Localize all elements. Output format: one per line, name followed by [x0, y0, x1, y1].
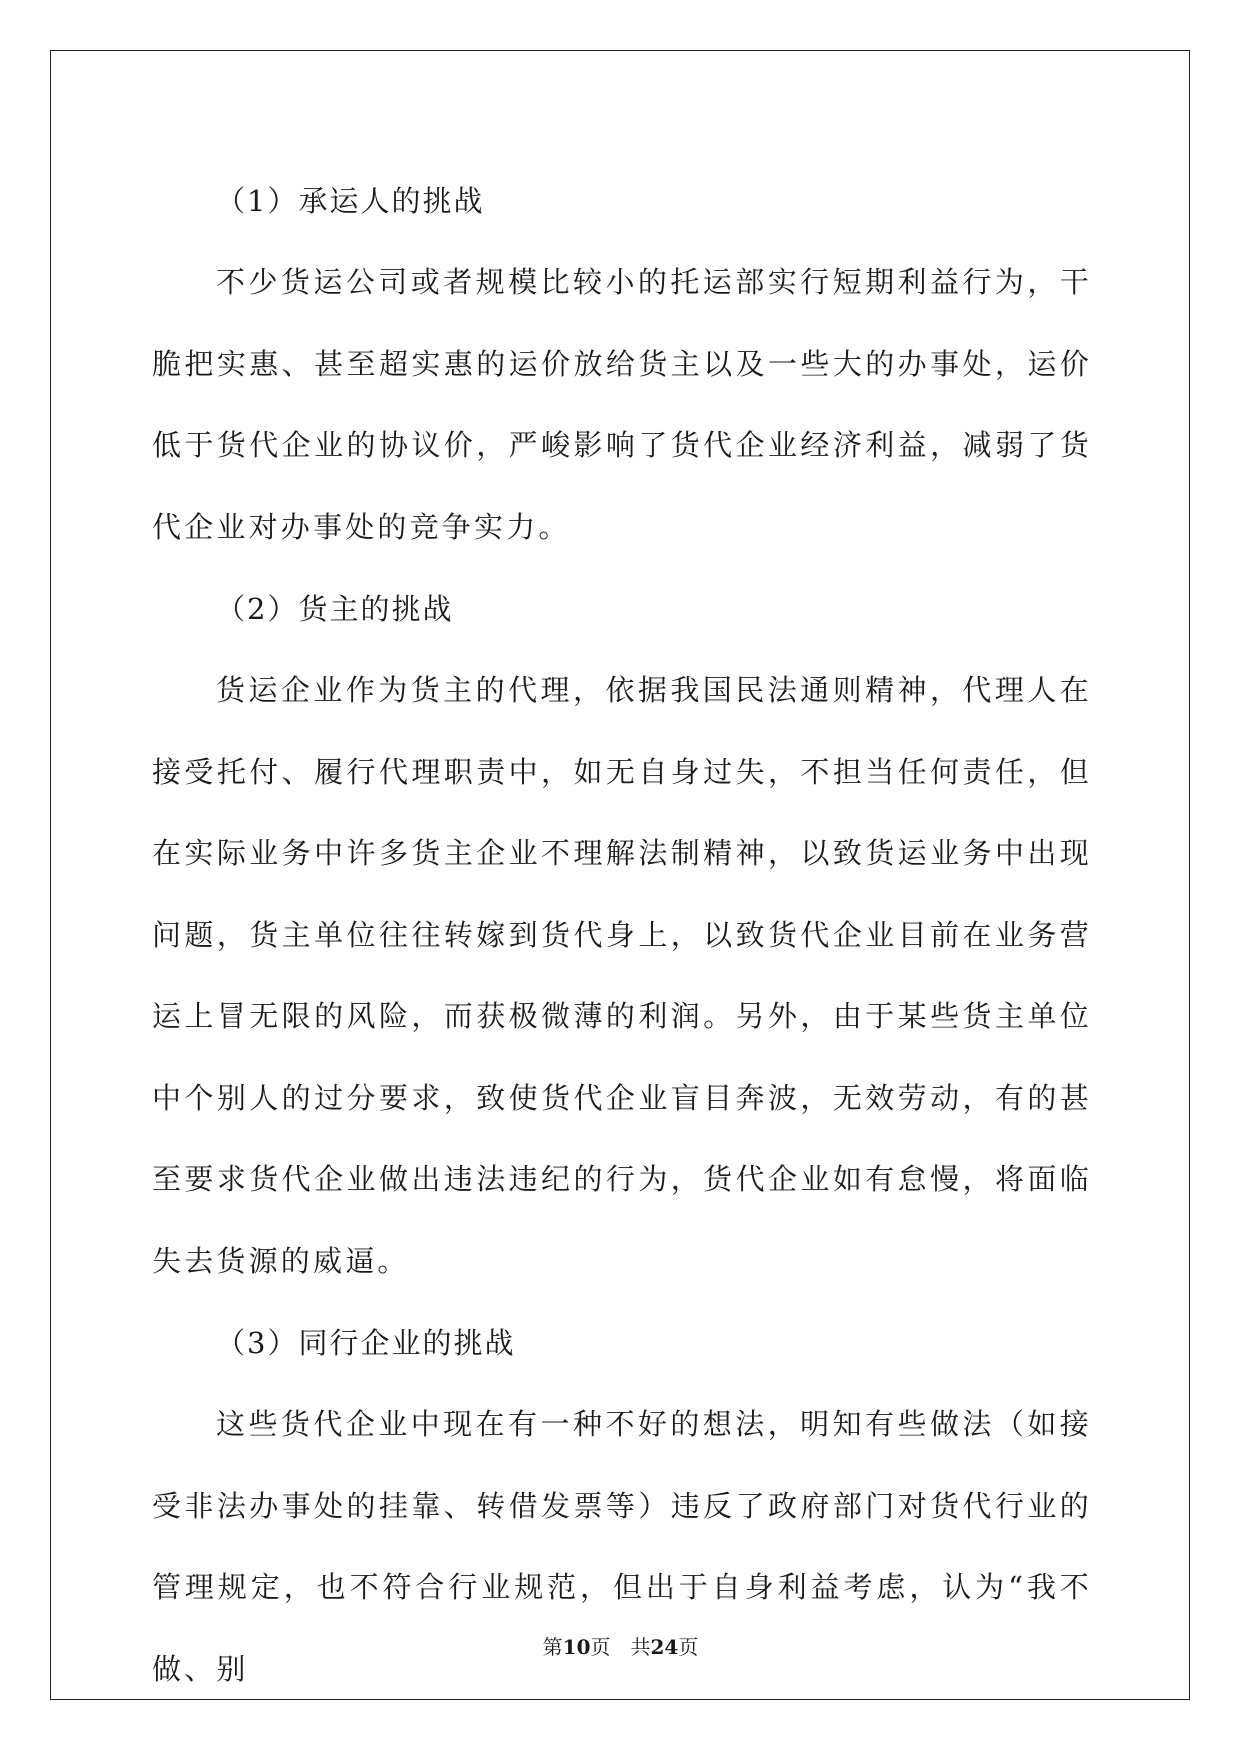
- page-footer: [0, 1635, 1241, 1659]
- section-paragraph-2: 货运企业作为货主的代理，依据我国民法通则精神，代理人在接受托付、履行代理职责中，如无自身过失，不担当任何责任，但在实际业务中许多货主企业不理解法制精神，以致货运业务中出现问题，货主单位往往转嫁到货代身上，以致货代企业目前在业务营运上冒无限的风险，而获极微薄的利润。另外，由于某些货主单位中个别人的过分要求，致使货代企业盲目奔波，无效劳动，有的甚至要求货代企业做出违法违纪的行为，货代企业如有怠慢，将面临失去货源的威逼。: [152, 673, 1092, 1278]
- footer-prefix: 第: [542, 1635, 563, 1659]
- footer-suffix: 页: [678, 1635, 699, 1659]
- footer-total-pages: 24: [650, 1635, 679, 1659]
- footer-middle: 页 共: [590, 1635, 651, 1659]
- section-heading-2: （2）货主的挑战: [216, 592, 454, 626]
- document-body: [152, 160, 1092, 1710]
- section-paragraph-1: 不少货运公司或者规模比较小的托运部实行短期利益行为，干脆把实惠、甚至超实惠的运价放给货主以及一些大的办事处，运价低于货代企业的协议价，严峻影响了货代企业经济利益，减弱了货代企业对办事处的竞争实力。: [152, 265, 1092, 544]
- section-paragraph-3: 这些货代企业中现在有一种不好的想法，明知有些做法（如接受非法办事处的挂靠、转借发票等）违反了政府部门对货代行业的管理规定，也不符合行业规范，但出于自身利益考虑，认为“我不做、别: [152, 1407, 1092, 1686]
- footer-page-number: 10: [562, 1635, 591, 1659]
- section-heading-1: （1）承运人的挑战: [216, 184, 485, 218]
- section-heading-3: （3）同行企业的挑战: [216, 1326, 516, 1360]
